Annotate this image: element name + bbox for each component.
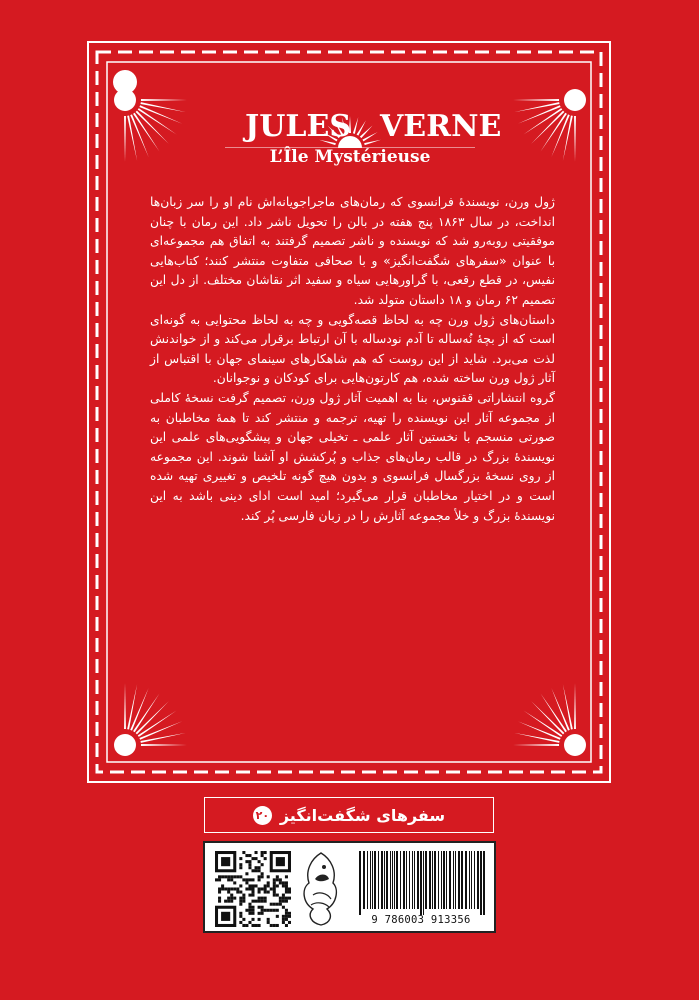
publisher-info-box — [203, 841, 496, 933]
series-label-box — [204, 797, 494, 833]
book-title-french: L’Île Mystérieuse — [269, 147, 431, 167]
series-number-badge: ۲۰ — [253, 806, 272, 825]
phoenix-logo-icon — [297, 849, 345, 929]
barcode-icon — [355, 851, 489, 915]
author-name — [200, 108, 500, 148]
author-first-name: JULES — [245, 109, 351, 144]
description-text — [150, 193, 555, 526]
qr-code-icon — [215, 851, 291, 927]
paragraph-2: داستان‌های ژول ورن چه به لحاظ قصه‌گویی و چه به لحاظ محتوایی به گونه‌ای است که از بچهٔ نُه‌ساله تا آدم نودساله با آن ارتباط برقرار می‌کند و از خواندنش لذت می‌برد. شاید از این روست که هم شاهکارهای سینمای جهان با اقتباس از آثار ژول ورن ساخته شده، هم کارتون‌هایی برای کودکان و نوجوانان. — [150, 312, 555, 386]
author-last-name: VERNE — [380, 109, 502, 144]
isbn-number: 9 786003 913356 — [371, 914, 471, 926]
paragraph-3: گروه انتشاراتی ققنوس، بنا به اهمیت آثار ژول ورن، تصمیم گرفت نسخهٔ کاملی از مجموعه آثار این نویسنده را تهیه، ترجمه و منتشر کند تا همهٔ مخاطبان به صورتی منسجم با نخستین آثار علمی ـ تخیلی جهان و پیشگویی‌های علمی این نویسندهٔ بزرگ در قالب رمان‌های جذاب و پُرکشش او آشنا شوند. این مجموعه از روی نسخهٔ بزرگسال فرانسوی و بدون هیچ گونه تلخیص و تغییری تهیه شده است و در اختیار مخاطبان قرار می‌گیرد؛ امید است ادای دینی باشد به این نویسندهٔ بزرگ و خلأ مجموعه آثارش را در زبان فارسی پُر کند. — [150, 390, 555, 523]
series-brand — [200, 108, 500, 168]
series-label: سفرهای شگفت‌انگیز — [279, 805, 446, 825]
paragraph-1: ژول ورن، نویسندهٔ فرانسوی که رمان‌های ماجراجویانه‌اش نام او را سر زبان‌ها انداخت، در سال ۱۸۶۳ پنج هفته در بالن را تحویل ناشر داد. این رمان با چنان موفقیتی روبه‌رو شد که نویسنده و ناشر تصمیم گرفتند به اتفاق هم مجموعه‌ای با عنوان «سفرهای شگفت‌انگیز» و با صحافی متفاوت منتشر کنند؛ کتاب‌هایی نفیس، در قطع رقعی، با گراورهایی سیاه و سفید اثر نقاشان مختلف. از دل این تصمیم ۶۲ رمان و ۱۸ داستان متولد شد. — [150, 195, 555, 307]
